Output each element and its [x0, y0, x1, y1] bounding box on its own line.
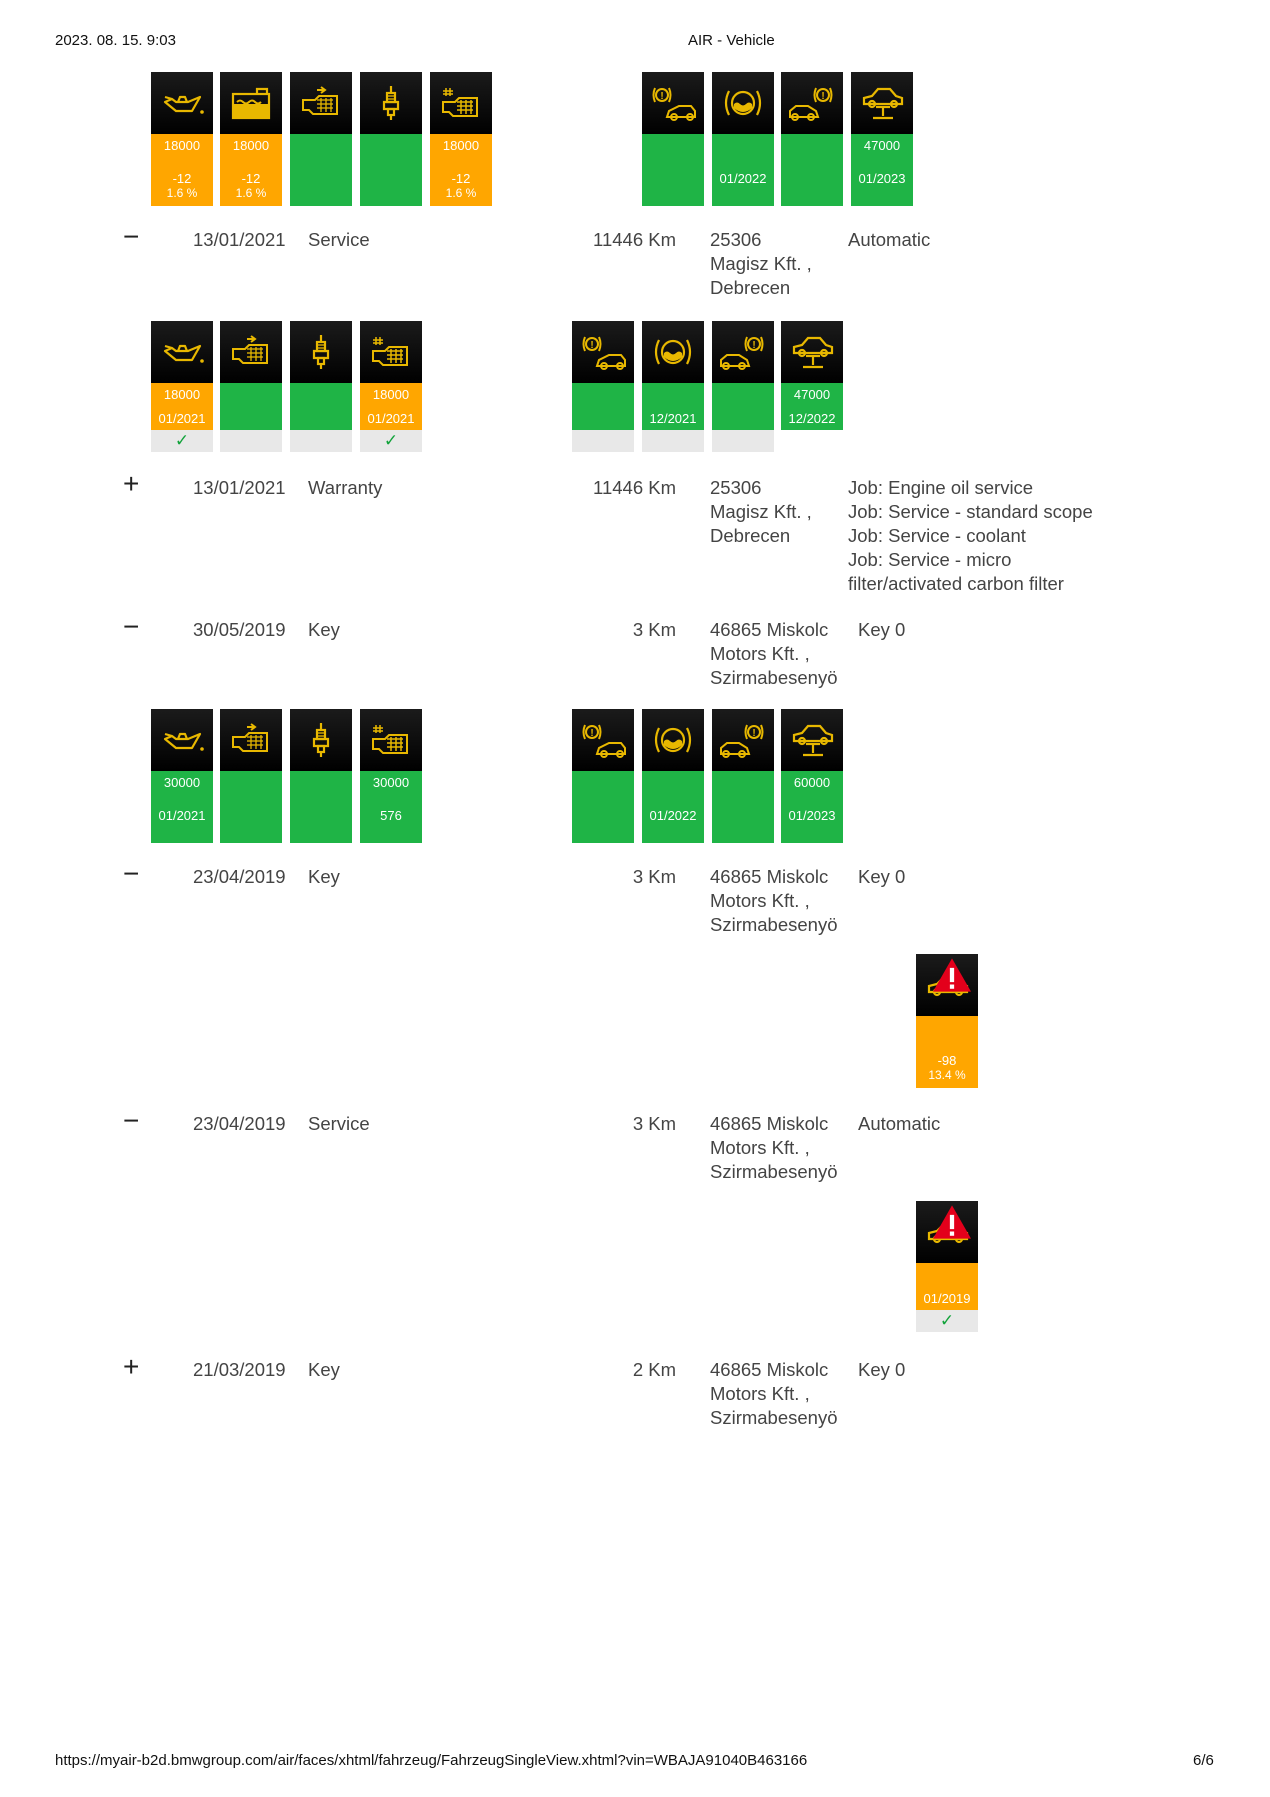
tile-value-secondary: 01/2021	[367, 411, 415, 426]
entry-date: 23/04/2019	[193, 866, 286, 887]
svg-text:!: !	[752, 728, 756, 739]
vehicle-check-icon	[916, 1201, 978, 1263]
tile-value-secondary: 12/2022	[788, 411, 836, 426]
entry-info: Key 0	[858, 619, 906, 640]
status-tile-vehicle-inspection[interactable]	[851, 72, 913, 206]
collapse-toggle[interactable]: −	[123, 1105, 140, 1136]
entry-dealer: 25306 Magisz Kft. , Debrecen	[710, 477, 812, 546]
entry-date: 23/04/2019	[193, 1113, 286, 1134]
svg-text:!: !	[752, 340, 756, 351]
oil-can-icon	[151, 72, 213, 134]
entry-mileage: 11446 Km	[593, 229, 676, 250]
tile-value-secondary: 01/2022	[649, 808, 697, 823]
oil-can-icon	[151, 709, 213, 771]
check-cell	[290, 430, 352, 452]
brake-fluid-icon	[642, 321, 704, 383]
check-icon: ✓	[360, 430, 422, 452]
collapse-toggle[interactable]: −	[123, 858, 140, 889]
status-tile-spark-plug[interactable]	[290, 321, 352, 452]
tile-value-secondary: 01/2023	[858, 171, 906, 186]
status-tile-air-filter[interactable]	[220, 709, 282, 843]
air-filter-icon	[290, 72, 352, 134]
tile-value-secondary: 01/2021	[158, 808, 206, 823]
entry-type: Warranty	[308, 477, 383, 498]
tile-value-primary: 30000	[163, 775, 201, 790]
status-tile-spark-plug[interactable]	[360, 72, 422, 206]
check-cell	[572, 430, 634, 452]
oil-can-icon	[151, 321, 213, 383]
tile-value-primary: 18000	[163, 387, 201, 402]
warning-icon	[928, 1203, 976, 1241]
brake-fluid-icon	[712, 72, 774, 134]
entry-dealer: 46865 Miskolc Motors Kft. , Szirmabesenyö	[710, 866, 838, 935]
vehicle-inspection-icon	[781, 321, 843, 383]
tile-value-secondary: 01/2023	[788, 808, 836, 823]
status-tile-air-filter[interactable]	[220, 321, 282, 452]
tile-value-secondary: -12	[172, 171, 192, 186]
entry-info: Automatic	[858, 1113, 941, 1134]
spark-plug-icon	[290, 321, 352, 383]
front-brake-icon	[642, 72, 704, 134]
tile-value-percent: 13.4 %	[928, 1068, 966, 1082]
status-tile-vehicle-check[interactable]	[916, 954, 978, 1088]
spark-plug-icon	[360, 72, 422, 134]
tile-value-percent: 1.6 %	[445, 186, 477, 200]
rear-brake-icon	[781, 72, 843, 134]
status-tile-brake-fluid[interactable]	[712, 72, 774, 206]
check-icon: ✓	[151, 430, 213, 452]
tile-value-primary: 30000	[372, 775, 410, 790]
rear-brake-icon	[712, 321, 774, 383]
entry-type: Key	[308, 1359, 340, 1380]
brake-fluid-icon	[642, 709, 704, 771]
entry-mileage: 11446 Km	[593, 477, 676, 498]
entry-dealer: 46865 Miskolc Motors Kft. , Szirmabesenyö	[710, 1113, 838, 1182]
status-tile-micro-filter[interactable]	[430, 72, 492, 206]
status-tile-front-brake[interactable]	[572, 321, 634, 452]
entry-info: Job: Engine oil service Job: Service - standard scope Job: Service - coolant Job: Service - micro filter/activated carbon filter	[848, 477, 1093, 594]
status-tile-oil[interactable]	[151, 72, 213, 206]
tile-value-secondary: -12	[451, 171, 471, 186]
vehicle-inspection-icon	[851, 72, 913, 134]
page-title: AIR - Vehicle	[688, 32, 775, 49]
tile-value-secondary: -12	[241, 171, 261, 186]
entry-mileage: 3 Km	[632, 619, 676, 640]
air-filter-icon	[220, 321, 282, 383]
tile-value-secondary: 01/2022	[719, 171, 767, 186]
status-tile-vehicle-check[interactable]	[916, 1201, 978, 1332]
entry-dealer: 46865 Miskolc Motors Kft. , Szirmabesenyö	[710, 619, 838, 688]
expand-toggle[interactable]: +	[123, 468, 140, 499]
tile-value-primary: 18000	[232, 138, 270, 153]
entry-type: Service	[308, 229, 370, 250]
check-cell	[220, 430, 282, 452]
status-tile-air-filter[interactable]	[290, 72, 352, 206]
entry-info: Automatic	[848, 229, 931, 250]
tile-value-primary: 47000	[863, 138, 901, 153]
status-tile-rear-brake[interactable]	[712, 709, 774, 843]
status-tile-oil[interactable]	[151, 321, 213, 452]
status-tile-front-brake[interactable]	[572, 709, 634, 843]
entry-dealer: 25306 Magisz Kft. , Debrecen	[710, 229, 812, 298]
entry-info: Key 0	[858, 1359, 906, 1380]
page-url: https://myair-b2d.bmwgroup.com/air/faces/xhtml/fahrzeug/FahrzeugSingleView.xhtml?vin=WBAJA91040B463166	[55, 1752, 808, 1769]
front-brake-icon	[572, 709, 634, 771]
collapse-toggle[interactable]: −	[123, 611, 140, 642]
vehicle-check-icon	[916, 954, 978, 1016]
check-icon: ✓	[916, 1310, 978, 1332]
svg-text:!: !	[821, 91, 825, 102]
tile-value-primary: 47000	[793, 387, 831, 402]
tile-value-secondary: 01/2019	[923, 1291, 971, 1306]
rear-brake-icon	[712, 709, 774, 771]
tile-value-secondary: 01/2021	[158, 411, 206, 426]
coolant-reservoir-icon	[220, 72, 282, 134]
entry-date: 13/01/2021	[193, 477, 286, 498]
status-tile-front-brake[interactable]	[642, 72, 704, 206]
status-tile-coolant[interactable]	[220, 72, 282, 206]
warning-icon	[928, 956, 976, 994]
entry-type: Service	[308, 1113, 370, 1134]
entry-date: 21/03/2019	[193, 1359, 286, 1380]
tile-value-primary: 18000	[442, 138, 480, 153]
entry-type: Key	[308, 866, 340, 887]
tile-value-secondary: -98	[937, 1053, 957, 1068]
status-tile-oil[interactable]	[151, 709, 213, 843]
svg-text:!: !	[660, 91, 664, 102]
entry-mileage: 3 Km	[632, 1113, 676, 1134]
front-brake-icon	[572, 321, 634, 383]
status-tile-brake-fluid[interactable]	[642, 321, 704, 452]
tile-value-primary: 18000	[372, 387, 410, 402]
svg-text:!: !	[590, 340, 594, 351]
tile-value-secondary: 12/2021	[649, 411, 697, 426]
status-tile-vehicle-inspection[interactable]	[781, 709, 843, 843]
svg-text:!: !	[590, 728, 594, 739]
expand-toggle[interactable]: +	[123, 1351, 140, 1382]
vehicle-inspection-icon	[781, 709, 843, 771]
entry-mileage: 2 Km	[632, 1359, 676, 1380]
check-cell	[712, 430, 774, 452]
status-tile-rear-brake[interactable]	[712, 321, 774, 452]
entry-date: 30/05/2019	[193, 619, 286, 640]
entry-info: Key 0	[858, 866, 906, 887]
collapse-toggle[interactable]: −	[123, 221, 140, 252]
tile-value-percent: 1.6 %	[235, 186, 267, 200]
entry-dealer: 46865 Miskolc Motors Kft. , Szirmabesenyö	[710, 1359, 838, 1428]
status-tile-micro-filter[interactable]	[360, 709, 422, 843]
print-datetime: 2023. 08. 15. 9:03	[55, 32, 176, 49]
micro-filter-icon	[360, 321, 422, 383]
tile-value-primary: 18000	[163, 138, 201, 153]
micro-filter-icon	[430, 72, 492, 134]
tile-value-percent: 1.6 %	[166, 186, 198, 200]
status-tile-brake-fluid[interactable]	[642, 709, 704, 843]
micro-filter-icon	[360, 709, 422, 771]
status-tile-spark-plug[interactable]	[290, 709, 352, 843]
check-cell	[642, 430, 704, 452]
tile-value-secondary: 576	[380, 808, 402, 823]
entry-date: 13/01/2021	[193, 229, 286, 250]
status-tile-vehicle-inspection[interactable]	[781, 321, 843, 430]
spark-plug-icon	[290, 709, 352, 771]
air-filter-icon	[220, 709, 282, 771]
entry-type: Key	[308, 619, 340, 640]
tile-value-primary: 60000	[793, 775, 831, 790]
status-tile-micro-filter[interactable]	[360, 321, 422, 452]
page-number: 6/6	[1193, 1752, 1214, 1769]
status-tile-rear-brake[interactable]	[781, 72, 843, 206]
entry-mileage: 3 Km	[632, 866, 676, 887]
